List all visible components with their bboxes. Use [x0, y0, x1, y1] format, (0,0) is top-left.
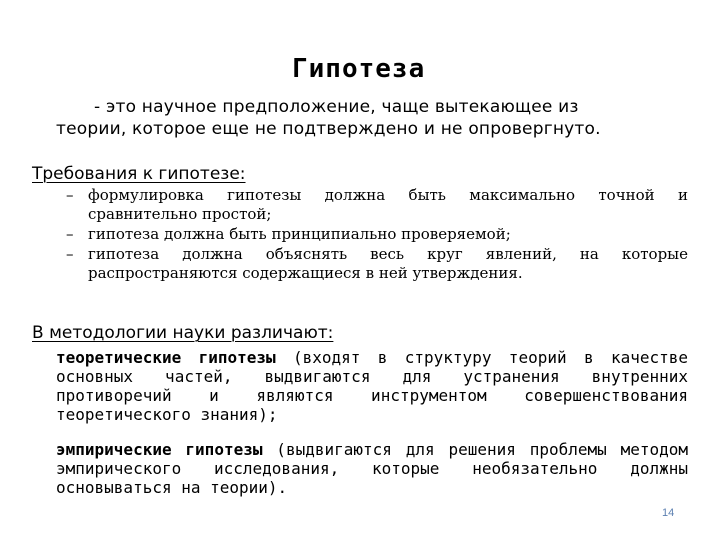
requirement-item	[66, 225, 688, 244]
slide-title: Гипотеза	[292, 54, 426, 84]
definition-paragraph	[56, 96, 656, 140]
list-dash: –	[66, 245, 74, 263]
empirical-hypotheses-paragraph	[56, 440, 688, 497]
methodology-heading: В методологии науки различают:	[32, 323, 334, 343]
list-dash: –	[66, 225, 74, 243]
empirical-term: эмпирические гипотезы	[56, 440, 263, 459]
list-dash: –	[66, 186, 74, 204]
requirement-text: формулировка гипотезы должна быть максимально точной и сравнительно простой;	[88, 186, 688, 223]
theoretical-term: теоретические гипотезы	[56, 348, 276, 367]
empirical-description: (выдвигаются для решения проблемы методом эмпирического исследования, которые необязательно должны основываться на теории).	[56, 440, 688, 497]
requirement-text: гипотеза должна объяснять весь круг явлений, на которые распространяются содержащиеся в ней утверждения.	[88, 245, 688, 282]
requirements-list	[66, 186, 688, 284]
requirements-heading: Требования к гипотезе:	[32, 164, 246, 184]
definition-line-1: - это научное предположение, чаще вытекающее из	[94, 97, 579, 117]
definition-line-2: теории, которое еще не подтверждено и не опровергнуто.	[56, 119, 601, 139]
requirement-text: гипотеза должна быть принципиально проверяемой;	[88, 225, 511, 243]
requirement-item	[66, 245, 688, 283]
page-number: 14	[662, 507, 675, 519]
theoretical-description: (входят в структуру теорий в качестве основных частей, выдвигаются для устранения внутренних противоречий и являются инструментом совершенствования теоретического знания);	[56, 348, 688, 424]
requirement-item	[66, 186, 688, 224]
theoretical-hypotheses-paragraph	[56, 348, 688, 424]
